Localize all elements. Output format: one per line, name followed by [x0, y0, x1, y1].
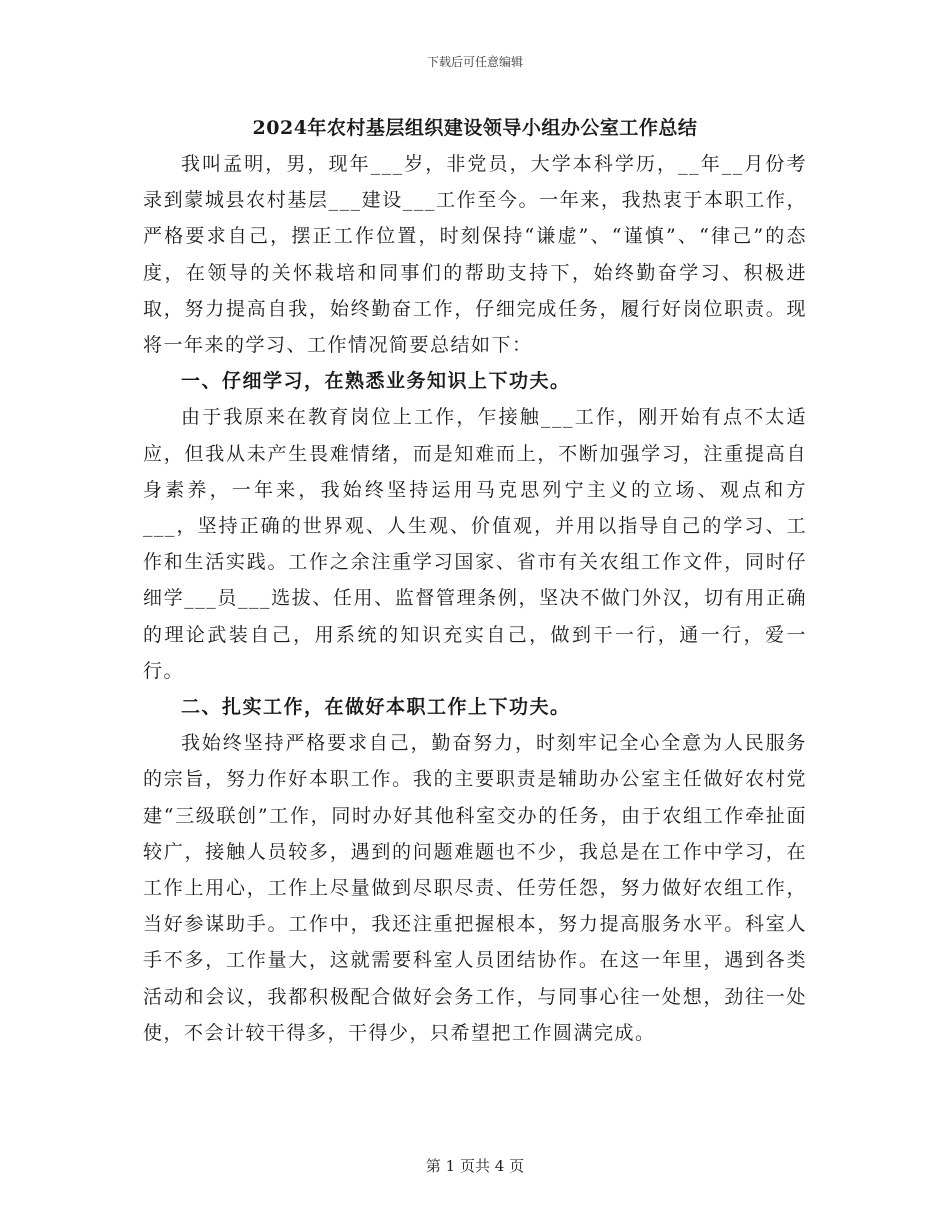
section-1-paragraph: 由于我原来在教育岗位上工作，乍接触___工作，刚开始有点不太适应，但我从未产生畏难情绪，而是知难而上，不断加强学习，注重提高自身素养，一年来，我始终坚持运用马克思列宁主义的立场、观点和方___，坚持正确的世界观、人生观、价值观，并用以指导自己的学习、工作和生活实践。工作之余注重学习国家、省市有关农组工作文件，同时仔细学___员___选拔、任用、监督管理条例，坚决不做门外汉，切有用正确的理论武装自己，用系统的知识充实自己，做到干一行，通一行，爱一行。 — [143, 406, 807, 682]
section-heading-2: 二、扎实工作，在做好本职工作上下功夫。 — [181, 696, 571, 719]
section-2-paragraph: 我始终坚持严格要求自己，勤奋努力，时刻牢记全心全意为人民服务的宗旨，努力作好本职工作。我的主要职责是辅助办公室主任做好农村党建“三级联创”工作，同时办好其他科室交办的任务，由于农组工作牵扯面较广，接触人员较多，遇到的问题难题也不少，我总是在工作中学习，在工作上用心，工作上尽量做到尽职尽责、任劳任怨，努力做好农组工作，当好参谋助手。工作中，我还注重把握根本，努力提高服务水平。科室人手不多，工作量大，这就需要科室人员团结协作。在这一年里，遇到各类活动和会议，我都积极配合做好会务工作，与同事心往一处想，劲往一处使，不会计较干得多，干得少，只希望把工作圆满完成。 — [143, 732, 807, 1044]
intro-paragraph: 我叫孟明，男，现年___岁，非党员，大学本科学历，__年__月份考录到蒙城县农村基层___建设___工作至今。一年来，我热衷于本职工作，严格要求自己，摆正工作位置，时刻保持“谦虚”、“谨慎”、“律己”的态度，在领导的关怀栽培和同事们的帮助支持下，始终勤奋学习、积极进取，努力提高自我，始终勤奋工作，仔细完成任务，履行好岗位职责。现将一年来的学习、工作情况简要总结如下： — [143, 153, 807, 357]
page-header-note: 下载后可任意编辑 — [426, 55, 523, 69]
document-body — [143, 146, 807, 1051]
page-number-footer: 第 1 页共 4 页 — [425, 1157, 525, 1175]
document-title: 2024年农村基层组织建设领导小组办公室工作总结 — [252, 117, 698, 139]
section-heading-1: 一、仔细学习，在熟悉业务知识上下功夫。 — [181, 370, 571, 393]
